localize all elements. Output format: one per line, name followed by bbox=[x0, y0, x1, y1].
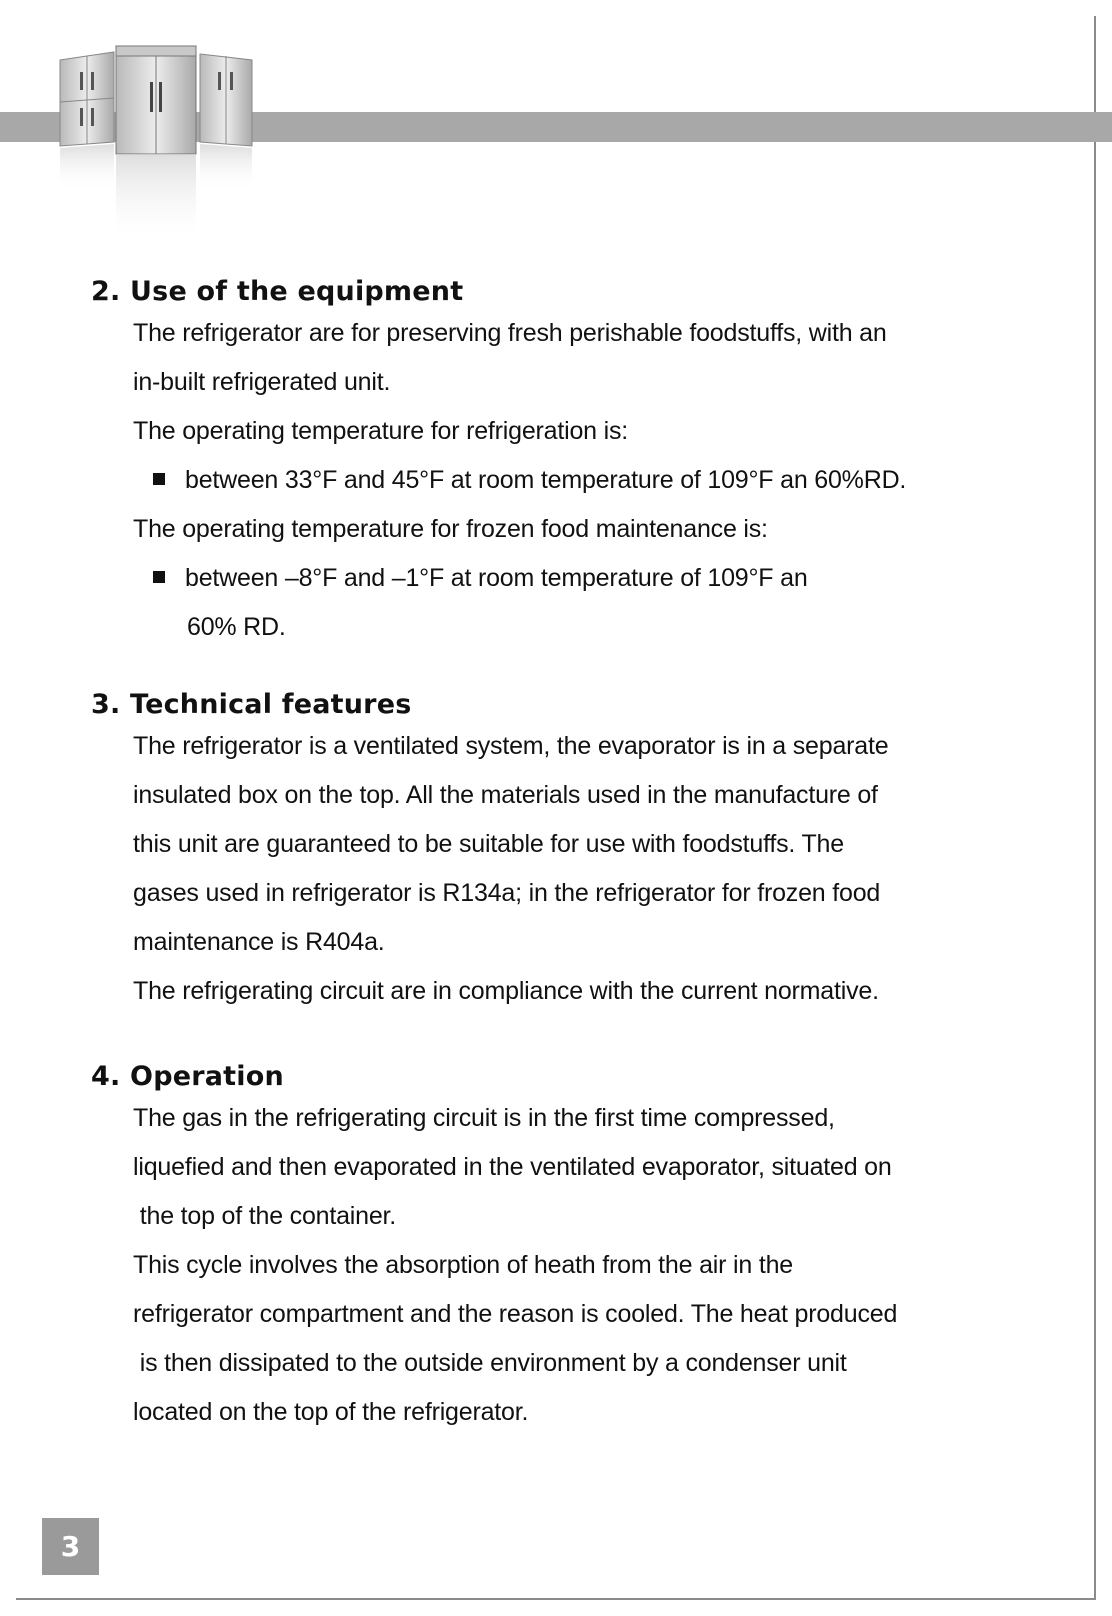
page-border-right bbox=[1094, 16, 1096, 1600]
paragraph-line: the top of the container. bbox=[133, 1202, 397, 1230]
paragraph-line: refrigerator compartment and the reason is cooled. The heat produced bbox=[133, 1300, 898, 1328]
paragraph-line: The gas in the refrigerating circuit is in the first time compressed, bbox=[133, 1104, 835, 1132]
paragraph-line: in-built refrigerated unit. bbox=[133, 368, 391, 396]
paragraph-line: gases used in refrigerator is R134a; in the refrigerator for frozen food bbox=[133, 879, 881, 907]
fridge-left bbox=[60, 52, 114, 192]
paragraph-line: located on the top of the refrigerator. bbox=[133, 1398, 529, 1426]
page-number-badge: 3 bbox=[42, 1518, 99, 1575]
paragraph-line: maintenance is R404a. bbox=[133, 928, 385, 956]
fridge-center bbox=[116, 46, 196, 244]
bullet-text: between –8°F and –1°F at room temperature of 109°F an bbox=[185, 564, 808, 592]
paragraph-line: insulated box on the top. All the materials used in the manufacture of bbox=[133, 781, 878, 809]
paragraph-line: This cycle involves the absorption of heath from the air in the bbox=[133, 1251, 793, 1279]
section-title-operation: 4. Operation bbox=[91, 1061, 284, 1092]
bullet-text: between 33°F and 45°F at room temperature of 109°F an 60%RD. bbox=[185, 466, 907, 494]
paragraph-line: is then dissipated to the outside environment by a condenser unit bbox=[133, 1349, 847, 1377]
paragraph-line: The operating temperature for refrigeration is: bbox=[133, 417, 629, 445]
refrigerator-illustration bbox=[52, 42, 272, 252]
page-border-bottom bbox=[16, 1598, 1096, 1600]
paragraph-line: The refrigerator are for preserving fresh perishable foodstuffs, with an bbox=[133, 319, 887, 347]
bullet-continuation: 60% RD. bbox=[187, 613, 286, 641]
section-title-use: 2. Use of the equipment bbox=[91, 276, 464, 307]
section-title-technical: 3. Technical features bbox=[91, 689, 412, 720]
bullet-square-icon bbox=[153, 571, 165, 583]
paragraph-line: The refrigerator is a ventilated system, the evaporator is in a separate bbox=[133, 732, 889, 760]
paragraph-line: this unit are guaranteed to be suitable for use with foodstuffs. The bbox=[133, 830, 844, 858]
paragraph-line: liquefied and then evaporated in the ventilated evaporator, situated on bbox=[133, 1153, 892, 1181]
bullet-item bbox=[153, 456, 906, 505]
fridge-right bbox=[200, 54, 252, 192]
paragraph-line: The refrigerating circuit are in compliance with the current normative. bbox=[133, 977, 879, 1005]
bullet-square-icon bbox=[153, 473, 165, 485]
paragraph-line: The operating temperature for frozen food maintenance is: bbox=[133, 515, 768, 543]
bullet-item bbox=[153, 554, 808, 603]
